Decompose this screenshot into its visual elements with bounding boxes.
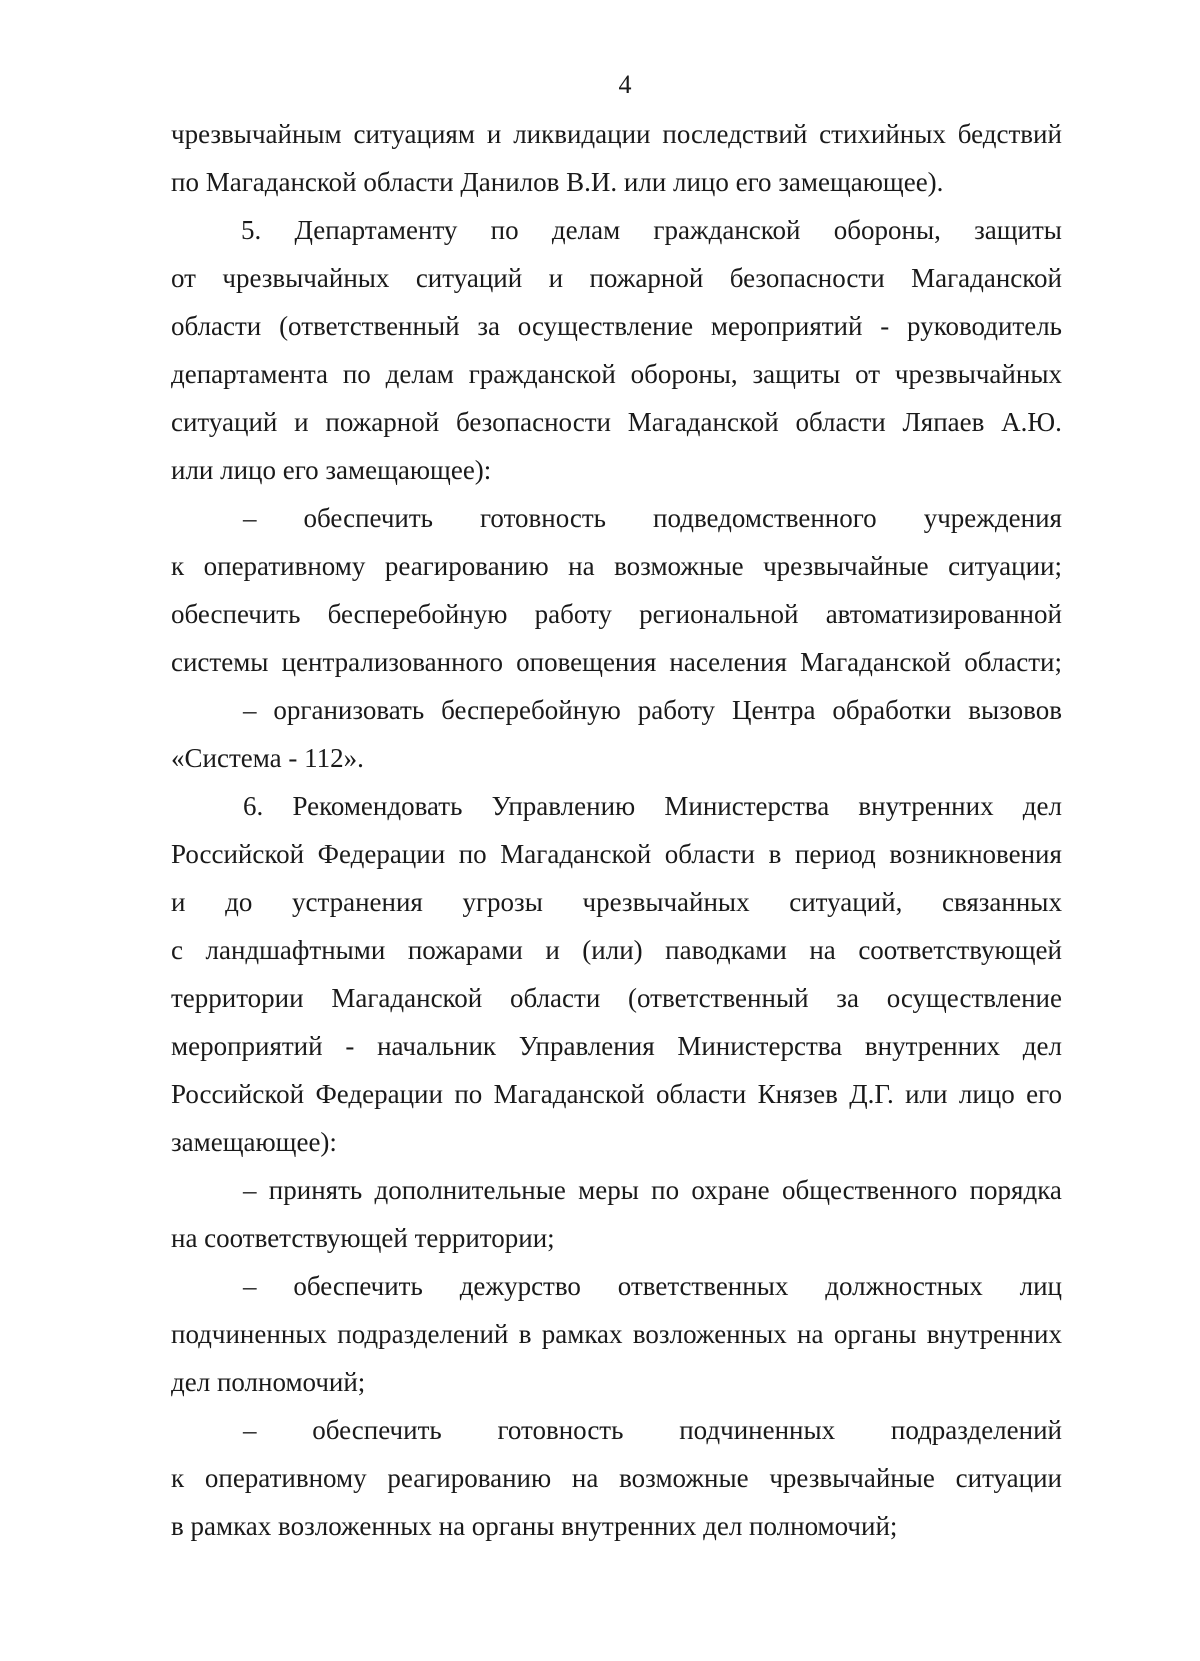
text-line: – обеспечить готовность подчиненных подразделений bbox=[243, 1415, 1062, 1445]
text-line: ситуаций и пожарной безопасности Магаданской области Ляпаев А.Ю. bbox=[171, 407, 1062, 437]
text-line: замещающее): bbox=[171, 1127, 337, 1157]
text-line: или лицо его замещающее): bbox=[171, 455, 492, 485]
text-line: – обеспечить готовность подведомственного учреждения bbox=[243, 503, 1062, 533]
text-line: чрезвычайным ситуациям и ликвидации последствий стихийных бедствий bbox=[171, 119, 1062, 149]
text-line: – обеспечить дежурство ответственных должностных лиц bbox=[243, 1271, 1062, 1301]
text-line: департамента по делам гражданской обороны, защиты от чрезвычайных bbox=[171, 359, 1062, 389]
text-line: к оперативному реагированию на возможные чрезвычайные ситуации; bbox=[171, 551, 1062, 581]
text-line: мероприятий - начальник Управления Министерства внутренних дел bbox=[171, 1031, 1062, 1061]
page-number: 4 bbox=[618, 70, 632, 99]
text-line: – принять дополнительные меры по охране общественного порядка bbox=[243, 1175, 1062, 1205]
text-line: 6. Рекомендовать Управлению Министерства внутренних дел bbox=[243, 791, 1062, 821]
text-line: территории Магаданской области (ответственный за осуществление bbox=[171, 983, 1062, 1013]
text-line: с ландшафтными пожарами и (или) паводками на соответствующей bbox=[171, 935, 1062, 965]
text-line: в рамках возложенных на органы внутренних дел полномочий; bbox=[171, 1511, 898, 1541]
text-line: по Магаданской области Данилов В.И. или лицо его замещающее). bbox=[171, 167, 944, 197]
text-line: и до устранения угрозы чрезвычайных ситуаций, связанных bbox=[171, 887, 1062, 917]
text-line: системы централизованного оповещения населения Магаданской области; bbox=[171, 647, 1062, 677]
text-line: области (ответственный за осуществление мероприятий - руководитель bbox=[171, 311, 1062, 341]
text-line: подчиненных подразделений в рамках возложенных на органы внутренних bbox=[171, 1319, 1062, 1349]
text-line: дел полномочий; bbox=[171, 1367, 366, 1397]
text-line: на соответствующей территории; bbox=[171, 1223, 555, 1253]
text-line: обеспечить бесперебойную работу региональной автоматизированной bbox=[171, 599, 1062, 629]
text-line: – организовать бесперебойную работу Центра обработки вызовов bbox=[243, 695, 1062, 725]
text-line: Российской Федерации по Магаданской области Князев Д.Г. или лицо его bbox=[171, 1079, 1062, 1109]
text-line: к оперативному реагированию на возможные чрезвычайные ситуации bbox=[171, 1463, 1062, 1493]
text-line: Российской Федерации по Магаданской области в период возникновения bbox=[171, 839, 1062, 869]
text-line: «Система - 112». bbox=[171, 743, 364, 773]
text-line: 5. Департаменту по делам гражданской обороны, защиты bbox=[241, 215, 1062, 245]
text-line: от чрезвычайных ситуаций и пожарной безопасности Магаданской bbox=[171, 263, 1062, 293]
